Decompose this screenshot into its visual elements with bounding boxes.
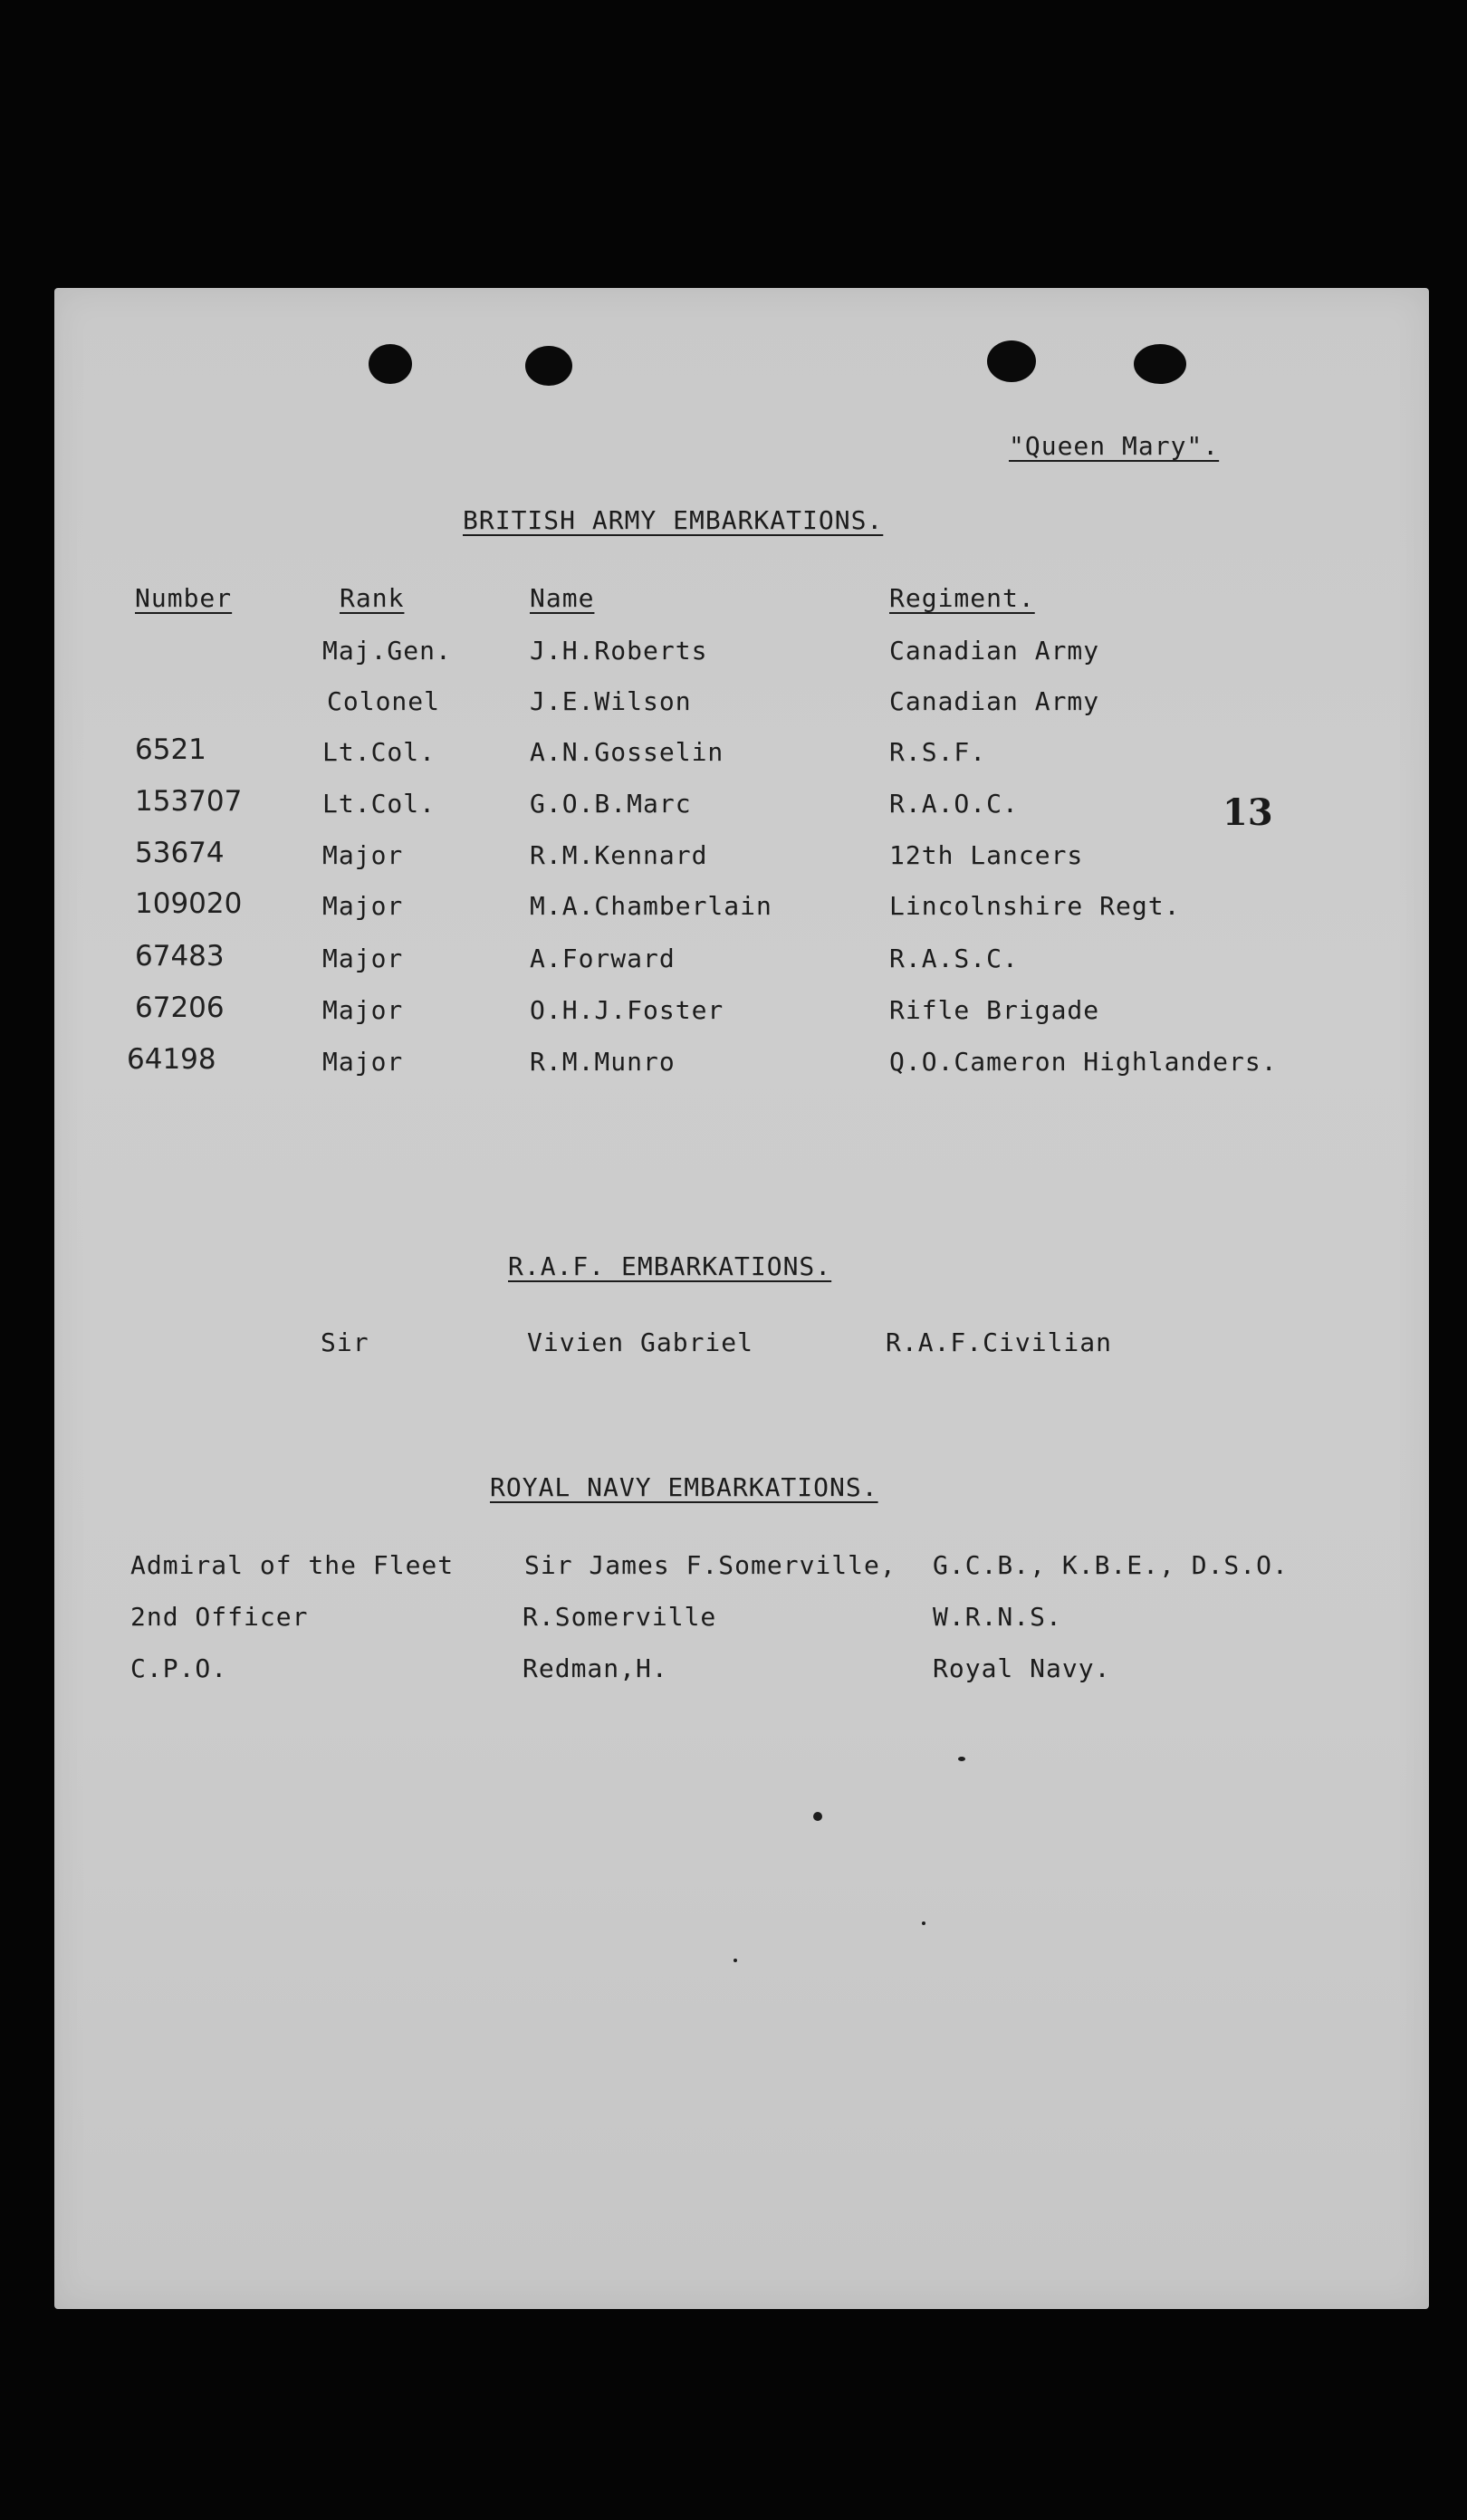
document-page (54, 288, 1429, 2309)
navy-rank: Admiral of the Fleet (130, 1550, 455, 1580)
raf-regiment: R.A.F.Civilian (886, 1327, 1113, 1357)
army-rank: Major (322, 944, 404, 973)
army-name: R.M.Kennard (530, 840, 708, 870)
page-number: 13 (1222, 791, 1273, 834)
army-number: 153707 (135, 785, 243, 818)
column-header-name: Name (530, 583, 595, 613)
army-number: 53674 (135, 837, 225, 869)
column-header-number: Number (135, 583, 233, 613)
navy-regiment: Royal Navy. (933, 1653, 1111, 1683)
army-name: O.H.J.Foster (530, 995, 724, 1025)
army-rank: Major (322, 891, 404, 921)
army-regiment: Rifle Brigade (889, 995, 1100, 1025)
army-regiment: R.S.F. (889, 737, 987, 767)
army-number: 64198 (127, 1043, 216, 1076)
army-name: A.Forward (530, 944, 676, 973)
army-number: 67206 (135, 992, 225, 1024)
army-regiment: Canadian Army (889, 686, 1100, 716)
punch-hole (525, 346, 572, 386)
army-regiment: Canadian Army (889, 636, 1100, 666)
army-heading: BRITISH ARMY EMBARKATIONS. (463, 505, 884, 535)
column-header-regiment: Regiment. (889, 583, 1035, 613)
navy-rank: C.P.O. (130, 1653, 228, 1683)
navy-regiment: G.C.B., K.B.E., D.S.O. (933, 1550, 1289, 1580)
ink-speck (922, 1921, 925, 1925)
army-rank: Major (322, 995, 404, 1025)
ink-speck (958, 1757, 965, 1761)
raf-rank: Sir (321, 1327, 369, 1357)
army-name: R.M.Munro (530, 1047, 676, 1077)
navy-rank: 2nd Officer (130, 1602, 309, 1632)
ink-speck (813, 1812, 822, 1821)
army-rank: Major (322, 840, 404, 870)
navy-name: R.Somerville (523, 1602, 717, 1632)
army-number: 67483 (135, 940, 225, 973)
army-regiment: Lincolnshire Regt. (889, 891, 1181, 921)
navy-regiment: W.R.N.S. (933, 1602, 1062, 1632)
army-name: J.H.Roberts (530, 636, 708, 666)
punch-hole (987, 340, 1036, 382)
army-name: M.A.Chamberlain (530, 891, 772, 921)
punch-hole (369, 344, 412, 384)
army-regiment: 12th Lancers (889, 840, 1084, 870)
army-number: 109020 (135, 887, 243, 920)
raf-heading: R.A.F. EMBARKATIONS. (508, 1251, 832, 1281)
army-rank: Lt.Col. (322, 737, 436, 767)
army-rank: Major (322, 1047, 404, 1077)
ship-name: "Queen Mary". (1009, 431, 1220, 461)
army-name: A.N.Gosselin (530, 737, 724, 767)
raf-name: Vivien Gabriel (527, 1327, 754, 1357)
column-header-rank: Rank (340, 583, 405, 613)
army-rank: Lt.Col. (322, 789, 436, 819)
navy-name: Redman,H. (523, 1653, 668, 1683)
army-rank: Maj.Gen. (322, 636, 452, 666)
army-name: J.E.Wilson (530, 686, 692, 716)
army-name: G.O.B.Marc (530, 789, 692, 819)
army-regiment: R.A.O.C. (889, 789, 1019, 819)
army-regiment: Q.O.Cameron Highlanders. (889, 1047, 1278, 1077)
ink-speck (734, 1959, 737, 1962)
army-regiment: R.A.S.C. (889, 944, 1019, 973)
navy-name: Sir James F.Somerville, (524, 1550, 896, 1580)
army-number: 6521 (135, 733, 206, 766)
army-rank: Colonel (327, 686, 441, 716)
navy-heading: ROYAL NAVY EMBARKATIONS. (490, 1472, 878, 1502)
punch-hole (1134, 344, 1186, 384)
